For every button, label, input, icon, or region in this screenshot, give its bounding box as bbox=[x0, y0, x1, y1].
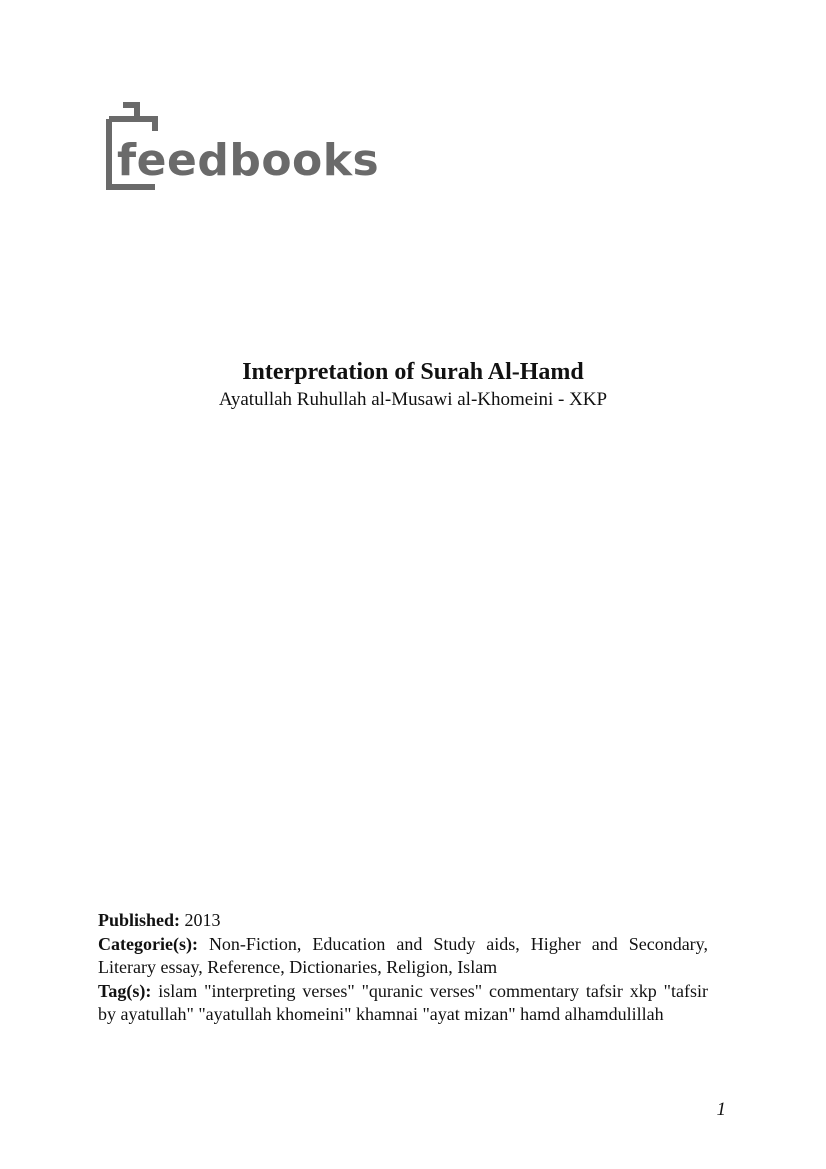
tags-line bbox=[98, 980, 708, 1027]
categories-label: Categorie(s): bbox=[98, 933, 198, 954]
tags-label: Tag(s): bbox=[98, 980, 152, 1001]
page-number: 1 bbox=[716, 1099, 726, 1120]
book-author: Ayatullah Ruhullah al-Musawi al-Khomeini - XKP bbox=[218, 389, 608, 410]
categories-value: Non-Fiction, Education and Study aids, Higher and Secondary, Literary essay, Reference, Dictionaries, Religion, Islam bbox=[98, 933, 709, 977]
feedbooks-logo bbox=[103, 101, 380, 191]
published-label: Published: bbox=[98, 910, 181, 930]
published-line bbox=[98, 909, 708, 933]
published-value: 2013 bbox=[184, 910, 221, 930]
title-block bbox=[0, 357, 826, 413]
book-title: Interpretation of Surah Al-Hamd bbox=[242, 359, 584, 385]
feedbooks-logo-icon bbox=[103, 101, 380, 191]
tags-value: islam "interpreting verses" "quranic verses" commentary tafsir xkp "tafsir by ayatullah" "ayatullah khomeini" khamnai "ayat mizan" hamd alhamdulillah bbox=[98, 980, 709, 1024]
categories-line bbox=[98, 933, 708, 980]
logo-wordmark: feedbooks bbox=[117, 135, 380, 186]
book-metadata bbox=[98, 909, 708, 1027]
